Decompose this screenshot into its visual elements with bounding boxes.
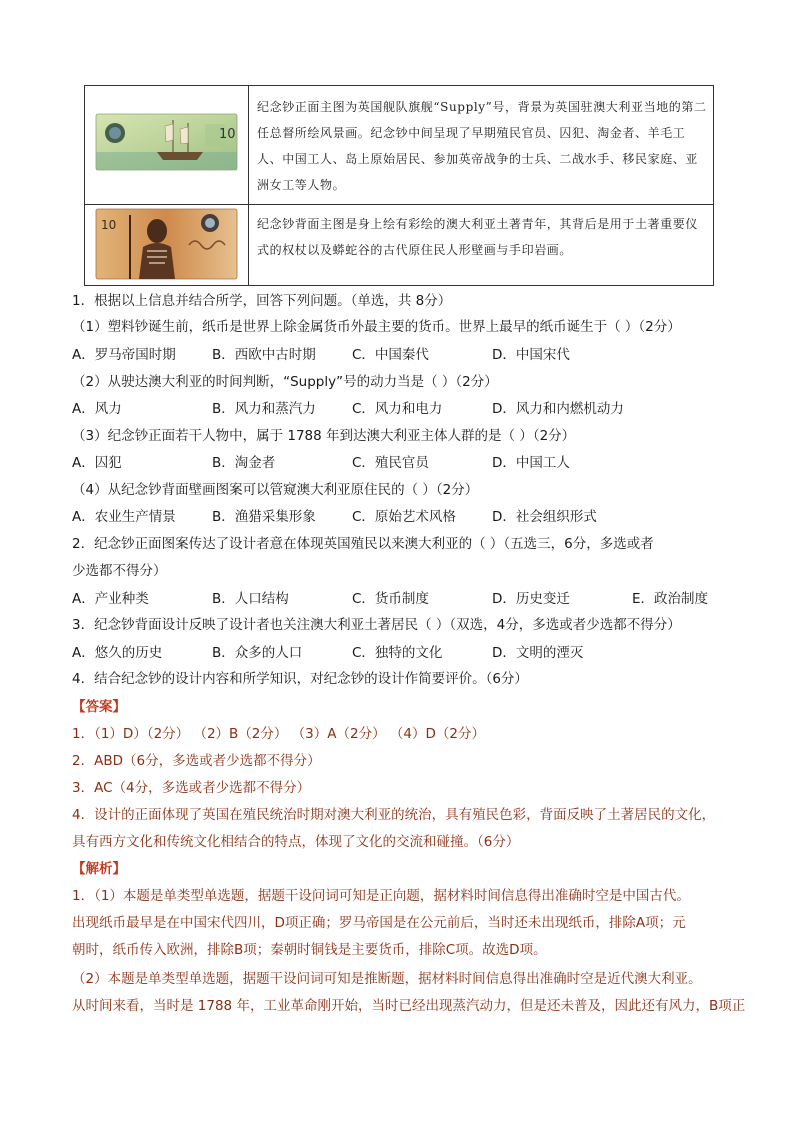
- q1-1-option-c: C．中国秦代: [352, 347, 429, 363]
- q1-3-option-d: D．中国工人: [492, 455, 570, 471]
- q1-2-option-d: D．风力和内燃机动力: [492, 401, 624, 417]
- front-note-value: 10: [219, 127, 236, 142]
- q2-option-e: E．政治制度: [632, 591, 709, 607]
- q1-2-option-c: C．风力和电力: [352, 401, 443, 417]
- banknote-back-graphic: [85, 205, 248, 285]
- analysis-line2: 出现纸币最早是在中国宋代四川，D项正确；罗马帝国是在公元前后，当时还未出现纸币，排除A项；元: [72, 915, 686, 931]
- q3-option-a: A．悠久的历史: [72, 645, 163, 661]
- answer-4-line1: 4．设计的正面体现了英国在殖民统治时期对澳大利亚的统治，具有殖民色彩，背面反映了土著居民的文化，: [72, 807, 716, 823]
- q1-1-stem: （1）塑料钞诞生前，纸币是世界上除金属货币外最主要的货币。世界上最早的纸币诞生于（ ）（2分）: [72, 319, 681, 335]
- answer-3: 3．AC（4分，多选或者少选都不得分）: [72, 780, 311, 796]
- q3-option-c: C．独特的文化: [352, 645, 443, 661]
- q1-4-option-d: D．社会组织形式: [492, 509, 597, 525]
- q2-stem-line1: 2．纪念钞正面图案传达了设计者意在体现英国殖民以来澳大利亚的（ ）（五选三，6分，多选或者: [72, 536, 654, 552]
- q1-4-option-b: B．渔猎采集形象: [212, 509, 316, 525]
- analysis-line4: （2）本题是单类型单选题，据题干设问词可知是推断题，据材料时间信息得出准确时空是近代澳大利亚。: [72, 971, 702, 987]
- q3-option-d: D．文明的湮灭: [492, 645, 584, 661]
- q1-1-option-b: B．西欧中古时期: [212, 347, 316, 363]
- q3-stem: 3．纪念钞背面设计反映了设计者也关注澳大利亚土著居民（ ）（双选，4分，多选或者少选都不得分）: [72, 617, 681, 633]
- q1-3-stem: （3）纪念钞正面若干人物中，属于 1788 年到达澳大利亚主体人群的是（ ）（2分）: [72, 428, 576, 444]
- analysis-tag: 【解析】: [72, 861, 126, 877]
- q1-3-option-a: A．囚犯: [72, 455, 122, 471]
- analysis-line1: 1．（1）本题是单类型单选题，据题干设问词可知是正向题，据材料时间信息得出准确时空是中国古代。: [72, 888, 690, 904]
- q1-2-option-a: A．风力: [72, 401, 122, 417]
- q2-option-c: C．货币制度: [352, 591, 429, 607]
- q1-4-stem: （4）从纪念钞背面壁画图案可以管窥澳大利亚原住民的（ ）（2分）: [72, 482, 479, 498]
- back-description: 纪念钞背面主图是身上绘有彩绘的澳大利亚土著青年，其背后是用于土著重要仪式的权杖以及蟒蛇谷的古代原住民人形壁画与手印岩画。: [257, 217, 699, 257]
- front-description: 纪念钞正面主图为英国舰队旗舰“Supply”号，背景为英国驻澳大利亚当地的第二任总督所绘风景画。纪念钞中间呈现了早期殖民官员、囚犯、淘金者、羊毛工人、中国工人、岛上原始居民、参加英帝战争的士兵、二战水手、移民家庭、亚洲女工等人物。: [257, 100, 707, 192]
- answer-2: 2．ABD（6分，多选或者少选都不得分）: [72, 753, 321, 769]
- material-row-front: [85, 86, 713, 205]
- answer-tag: 【答案】: [72, 699, 126, 715]
- material-row-back: [85, 205, 713, 285]
- q1-stem: 1．根据以上信息并结合所学，回答下列问题。（单选，共 8分）: [72, 293, 452, 309]
- q1-2-option-b: B．风力和蒸汽力: [212, 401, 316, 417]
- q1-4-option-c: C．原始艺术风格: [352, 509, 456, 525]
- q3-option-b: B．众多的人口: [212, 645, 303, 661]
- analysis-line5: 从时间来看，当时是 1788 年，工业革命刚开始，当时已经出现蒸汽动力，但是还未普及，因此还有风力，B项正: [72, 998, 746, 1014]
- q1-2-stem: （2）从驶达澳大利亚的时间判断，“Supply”号的动力当是（ ）（2分）: [72, 374, 498, 390]
- q1-1-option-a: A．罗马帝国时期: [72, 347, 176, 363]
- q1-1-option-d: D．中国宋代: [492, 347, 570, 363]
- banknote-back-image: [85, 205, 249, 285]
- q1-4-option-a: A．农业生产情景: [72, 509, 176, 525]
- banknote-front-graphic: [85, 86, 248, 203]
- q2-option-d: D．历史变迁: [492, 591, 570, 607]
- q2-stem-line2: 少选都不得分）: [72, 563, 167, 579]
- q4-stem: 4．结合纪念钞的设计内容和所学知识，对纪念钞的设计作简要评价。（6分）: [72, 671, 528, 687]
- back-note-value: 10: [101, 218, 117, 232]
- analysis-line3: 朝时，纸币传入欧洲，排除B项；秦朝时铜钱是主要货币，排除C项。故选D项。: [72, 942, 547, 958]
- q2-option-b: B．人口结构: [212, 591, 289, 607]
- material-table: [84, 85, 714, 286]
- q2-option-a: A．产业种类: [72, 591, 149, 607]
- banknote-front-image: [85, 86, 249, 204]
- q1-3-option-c: C．殖民官员: [352, 455, 429, 471]
- q1-3-option-b: B．淘金者: [212, 455, 276, 471]
- answer-1: 1．（1）D）（2分） （2）B（2分） （3）A（2分） （4）D（2分）: [72, 726, 485, 742]
- answer-4-line2: 具有西方文化和传统文化相结合的特点，体现了文化的交流和碰撞。（6分）: [72, 834, 520, 850]
